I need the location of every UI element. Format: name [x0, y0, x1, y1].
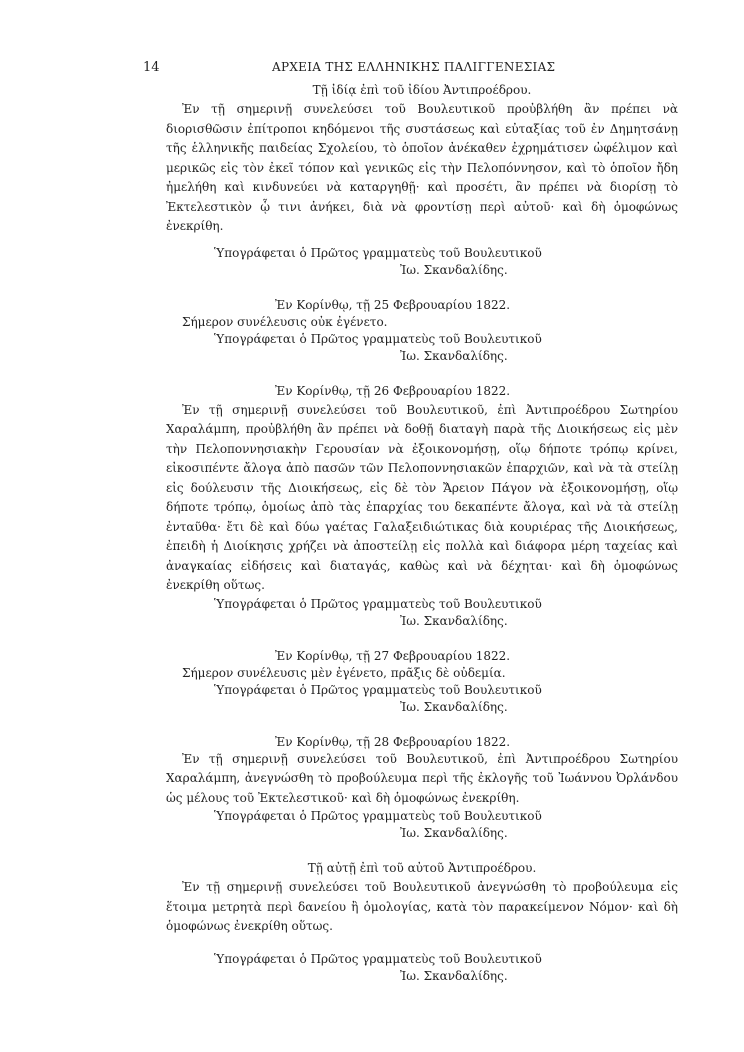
signature-name: Ἰω. Σκανδαλίδης.: [400, 968, 508, 983]
signature-line: Ὑπογράφεται ὁ Πρῶτος γραμματεὺς τοῦ Βουλευτικοῦ: [214, 951, 542, 966]
page-header: [0, 60, 744, 78]
document-body: [166, 82, 678, 985]
signature-name: Ἰω. Σκανδαλίδης.: [400, 262, 508, 277]
signature-name: Ἰω. Σκανδαλίδης.: [400, 348, 508, 363]
entry-paragraph: Ἐν τῇ σημερινῇ συνελεύσει τοῦ Βουλευτικοῦ, ἐπὶ Ἀντιπροέδρου Σωτηρίου Χαραλάμπη, προὐβλήθη ἂν πρέπει νὰ δοθῇ διαταγὴ παρὰ τῆς Διοικήσεως εἰς μὲν τὴν Πελοποννησιακὴν Γερουσίαν νὰ ἐξοικονομήσῃ, οἵῳ δήποτε τρόπῳ κρίνει, εἰκοσιπέντε ἄλογα ἀπὸ πασῶν τῶν Πελοποννησιακῶν ἐπαρχιῶν, καὶ νὰ τὰ στείλῃ εἰς δούλευσιν τῆς Διοικήσεως, εἰς δὲ τὸν Ἄρειον Πάγον νὰ ἐξοικονομήσῃ, οἵῳ δήποτε τρόπῳ, ὁμοίως ἀπὸ τὰς ἐπαρχίας του δεκαπέντε ἄλογα, καὶ νὰ τὰ στείλῃ ἐνταῦθα· ἔτι δὲ καὶ δύω γαέτας Γαλαξειδιώτικας διὰ κουριέρας τῆς Διοικήσεως, ἐπειδὴ ἡ Διοίκησις χρήζει νὰ ἀποστείλῃ εἰς πολλὰ καὶ διάφορα μέρη ταχείας καὶ ἀναγκαίας εἰδήσεις καὶ διαταγάς, καθὼς καὶ νὰ δέχηται· καὶ δὴ ὁμοφώνως ἐνεκρίθη οὕτως.: [166, 402, 678, 592]
signature-name: Ἰω. Σκανδαλίδης.: [400, 613, 508, 628]
entry-note: Σήμερον συνέλευσις μὲν ἐγένετο, πρᾶξις δὲ οὐδεμία.: [182, 665, 506, 680]
entry-dateline: Ἐν Κορίνθῳ, τῇ 26 Φεβρουαρίου 1822.: [275, 383, 511, 398]
signature-name: Ἰω. Σκανδαλίδης.: [400, 826, 508, 840]
running-title: ΑΡΧΕΙΑ ΤΗΣ ΕΛΛΗΝΙΚΗΣ ΠΑΛΙΓΓΕΝΕΣΙΑΣ: [272, 60, 556, 74]
page-number: 14: [143, 60, 160, 75]
entry-heading: Τῇ ἰδίᾳ ἐπὶ τοῦ ἰδίου Ἀντιπροέδρου.: [312, 83, 532, 97]
signature-line: Ὑπογράφεται ὁ Πρῶτος γραμματεὺς τοῦ Βουλευτικοῦ: [214, 809, 542, 823]
entry-paragraph: Ἐν τῇ σημερινῇ συνελεύσει τοῦ Βουλευτικοῦ ἀνεγνώσθη τὸ προβούλευμα εἰς ἕτοιμα μετρητὰ περὶ δανείου ἢ ὁμολογίας, κατὰ τὸν παρακείμενον Νόμον· καὶ δὴ ὁμοφώνως ἐνεκρίθη οὕτως.: [166, 880, 678, 933]
entry-dateline: Ἐν Κορίνθῳ, τῇ 25 Φεβρουαρίου 1822.: [275, 297, 511, 312]
entry-paragraph: Ἐν τῇ σημερινῇ συνελεύσει τοῦ Βουλευτικοῦ, ἐπὶ Ἀντιπροέδρου Σωτηρίου Χαραλάμπη, ἀνεγνώσθη τὸ προβούλευμα περὶ τῆς ἐκλογῆς τοῦ Ἰωάννου Ὀρλάνδου ὡς μέλους τοῦ Ἐκτελεστικοῦ· καὶ δὴ ὁμοφώνως ἐνεκρίθη.: [166, 751, 678, 805]
entry-heading: Τῇ αὐτῇ ἐπὶ τοῦ αὐτοῦ Ἀντιπροέδρου.: [307, 861, 537, 875]
entry-dateline: Ἐν Κορίνθῳ, τῇ 28 Φεβρουαρίου 1822.: [275, 734, 511, 749]
signature-line: Ὑπογράφεται ὁ Πρῶτος γραμματεὺς τοῦ Βουλευτικοῦ: [214, 245, 542, 260]
entry-note: Σήμερον συνέλευσις οὐκ ἐγένετο.: [182, 314, 388, 329]
signature-name: Ἰω. Σκανδαλίδης.: [400, 699, 508, 714]
signature-line: Ὑπογράφεται ὁ Πρῶτος γραμματεὺς τοῦ Βουλευτικοῦ: [214, 596, 542, 611]
entry-paragraph: Ἐν τῇ σημερινῇ συνελεύσει τοῦ Βουλευτικοῦ προὐβλήθη ἂν πρέπει νὰ διορισθῶσιν ἐπίτροποι κηδόμενοι τῆς συστάσεως καὶ εὐταξίας τοῦ ἐν Δημητσάνῃ τῆς ἑλληνικῆς παιδείας Σχολείου, τὸ ὁποῖον ἀνέκαθεν ἐχρημάτισεν ὠφέλιμον καὶ μερικῶς εἰς τὸν ἐκεῖ τόπον καὶ γενικῶς εἰς τὴν Πελοπόννησον, καὶ τὸ ὁποῖον ἤδη ἠμελήθη καὶ κινδυνεύει νὰ καταργηθῇ· καὶ προσέτι, ἂν πρέπει νὰ διορίσῃ τὸ Ἐκτελεστικὸν ᾧ τινι ἀνήκει, διὰ νὰ φροντίσῃ περὶ αὐτοῦ· καὶ δὴ ὁμοφώνως ἐνεκρίθη.: [166, 102, 678, 233]
entry-dateline: Ἐν Κορίνθῳ, τῇ 27 Φεβρουαρίου 1822.: [275, 648, 511, 663]
signature-line: Ὑπογράφεται ὁ Πρῶτος γραμματεὺς τοῦ Βουλευτικοῦ: [214, 331, 542, 346]
signature-line: Ὑπογράφεται ὁ Πρῶτος γραμματεὺς τοῦ Βουλευτικοῦ: [214, 682, 542, 697]
